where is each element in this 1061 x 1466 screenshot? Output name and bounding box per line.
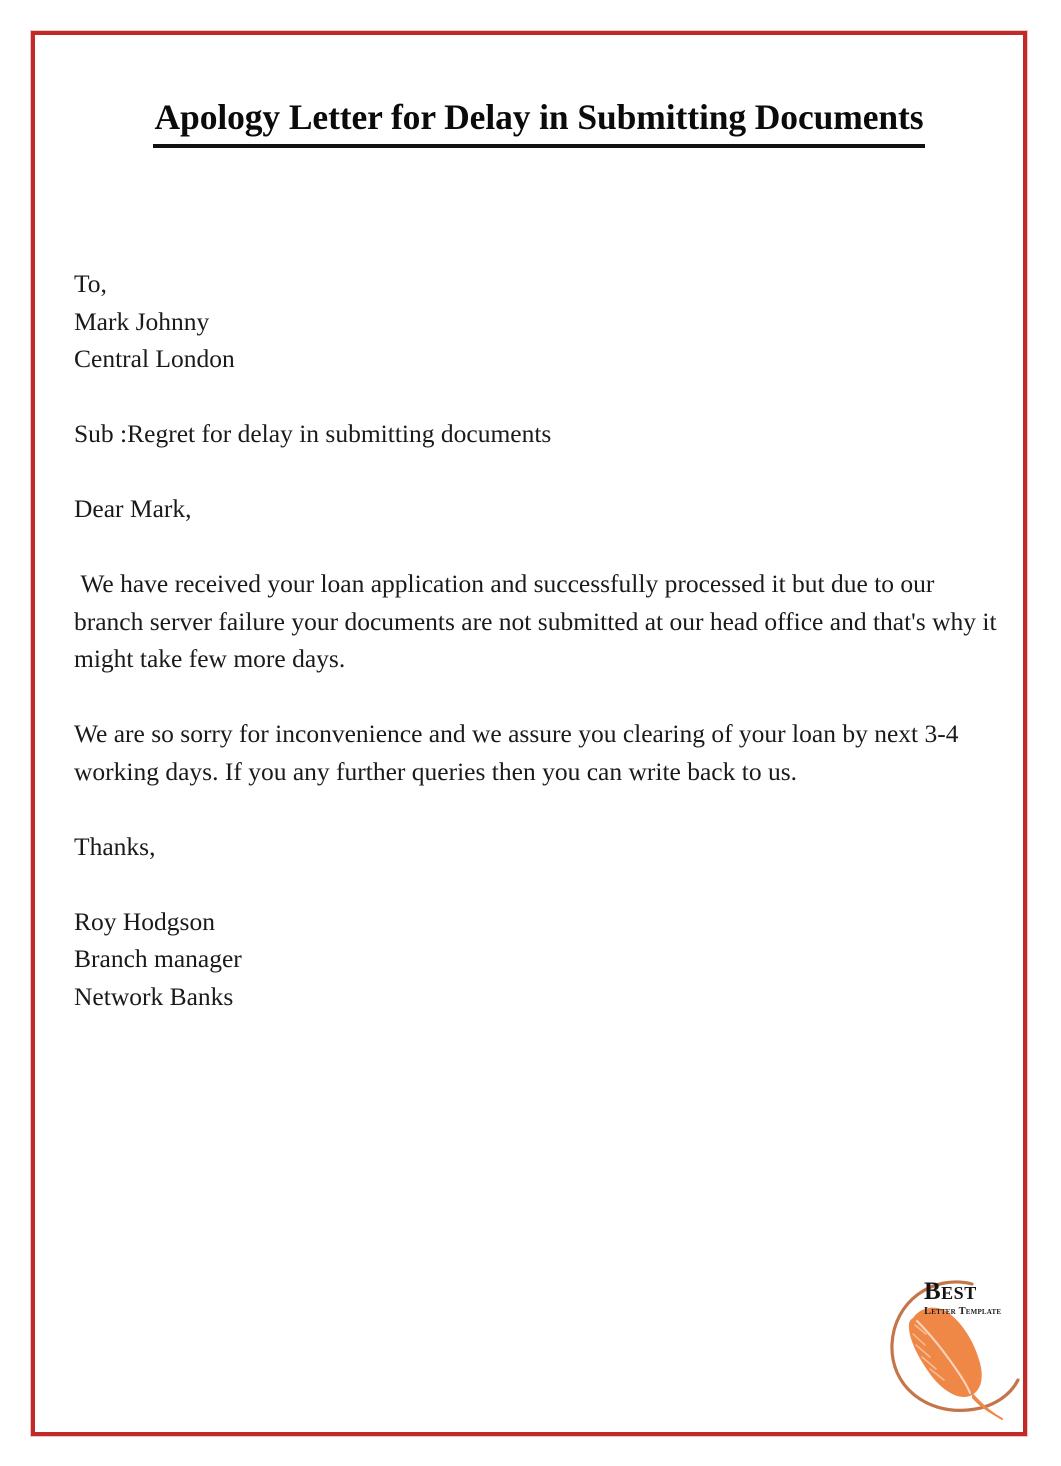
signature-block: [74, 903, 1006, 1016]
body-paragraph-1: We have received your loan application and successfully processed it but due to our branch server failure your documents are not submitted at our head office and that's why it might take few more days.: [74, 569, 1003, 673]
signature-name: Roy Hodgson: [74, 906, 215, 936]
brand-logo: [880, 1262, 1020, 1422]
recipient-salutation: To,: [74, 269, 107, 298]
signature-title: Branch manager: [74, 944, 242, 973]
greeting-line: Dear Mark,: [74, 494, 192, 523]
recipient-block: [74, 265, 1006, 378]
page-title: [74, 97, 1004, 148]
letter-body: [74, 265, 1006, 1015]
recipient-address: Central London: [74, 344, 235, 373]
closing-block: [74, 828, 1006, 866]
logo-wordmark: Best: [924, 1278, 977, 1305]
recipient-name: Mark Johnny: [74, 306, 210, 336]
closing-line: Thanks,: [74, 831, 156, 861]
greeting-block: [74, 490, 1006, 528]
signature-organization: Network Banks: [74, 981, 234, 1011]
body-paragraph-2: We are so sorry for inconvenience and we assure you clearing of your loan by next 3-4 working days. If you any further queries then you can write back to us.: [74, 719, 965, 786]
subject-line: Sub :Regret for delay in submitting documents: [74, 419, 552, 448]
logo-tagline: Letter Template: [924, 1306, 1002, 1317]
subject-block: [74, 415, 1006, 453]
page-title-text: Apology Letter for Delay in Submitting Documents: [155, 97, 924, 148]
